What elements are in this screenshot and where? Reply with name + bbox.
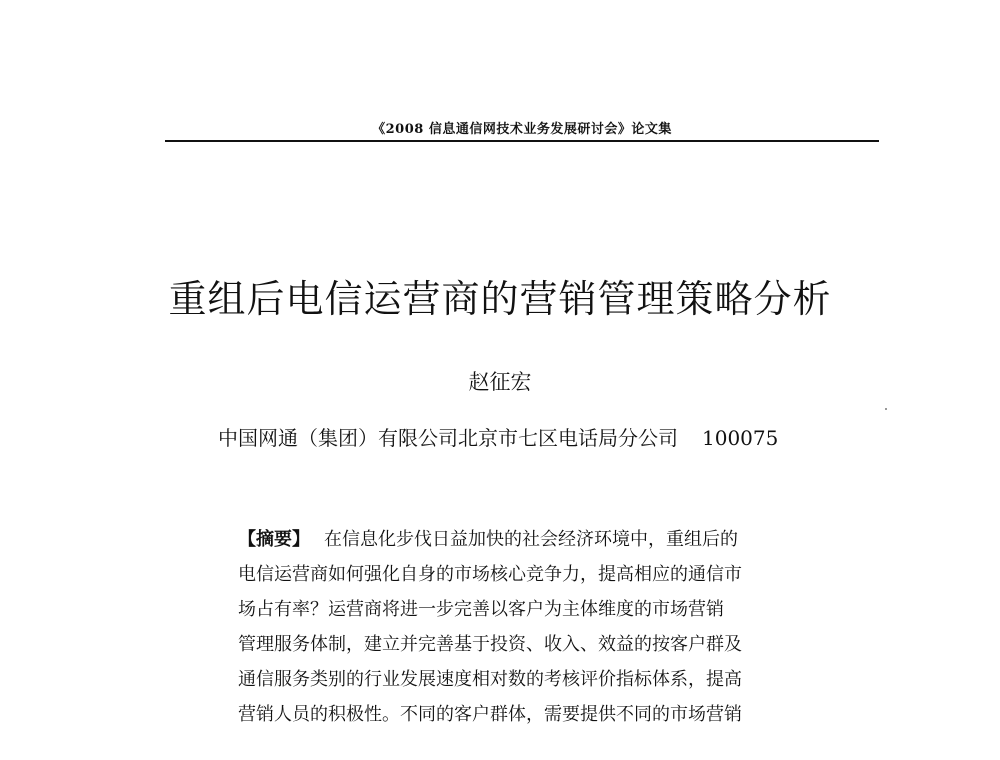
abstract-label: 【摘要】 <box>238 529 310 550</box>
affiliation <box>218 422 858 451</box>
affiliation-postcode: 100075 <box>702 426 779 450</box>
abstract-line: 电信运营商如何强化自身的市场核心竞争力，提高相应的通信市 <box>238 564 742 585</box>
affiliation-organization: 中国网通（集团）有限公司北京市七区电话局分公司 <box>218 426 678 450</box>
abstract <box>238 522 808 732</box>
abstract-line: 管理服务体制，建立并完善基于投资、收入、效益的按客户群及 <box>238 634 742 655</box>
header-rule <box>165 140 879 142</box>
abstract-line <box>238 522 808 557</box>
abstract-line: 场占有率？运营商将进一步完善以客户为主体维度的市场营销 <box>238 599 724 620</box>
abstract-line: 营销人员的积极性。不同的客户群体，需要提供不同的市场营销 <box>238 704 742 725</box>
scan-speck <box>885 408 887 410</box>
paper-title: 重组后电信运营商的营销管理策略分析 <box>168 277 832 322</box>
author-name: 赵征宏 <box>468 370 532 394</box>
abstract-line-text: 在信息化步伐日益加快的社会经济环境中，重组后的 <box>324 529 738 550</box>
running-header: 《2008 信息通信网技术业务发展研讨会》论文集 <box>372 122 672 137</box>
abstract-line: 通信服务类别的行业发展速度相对数的考核评价指标体系，提高 <box>238 669 742 690</box>
